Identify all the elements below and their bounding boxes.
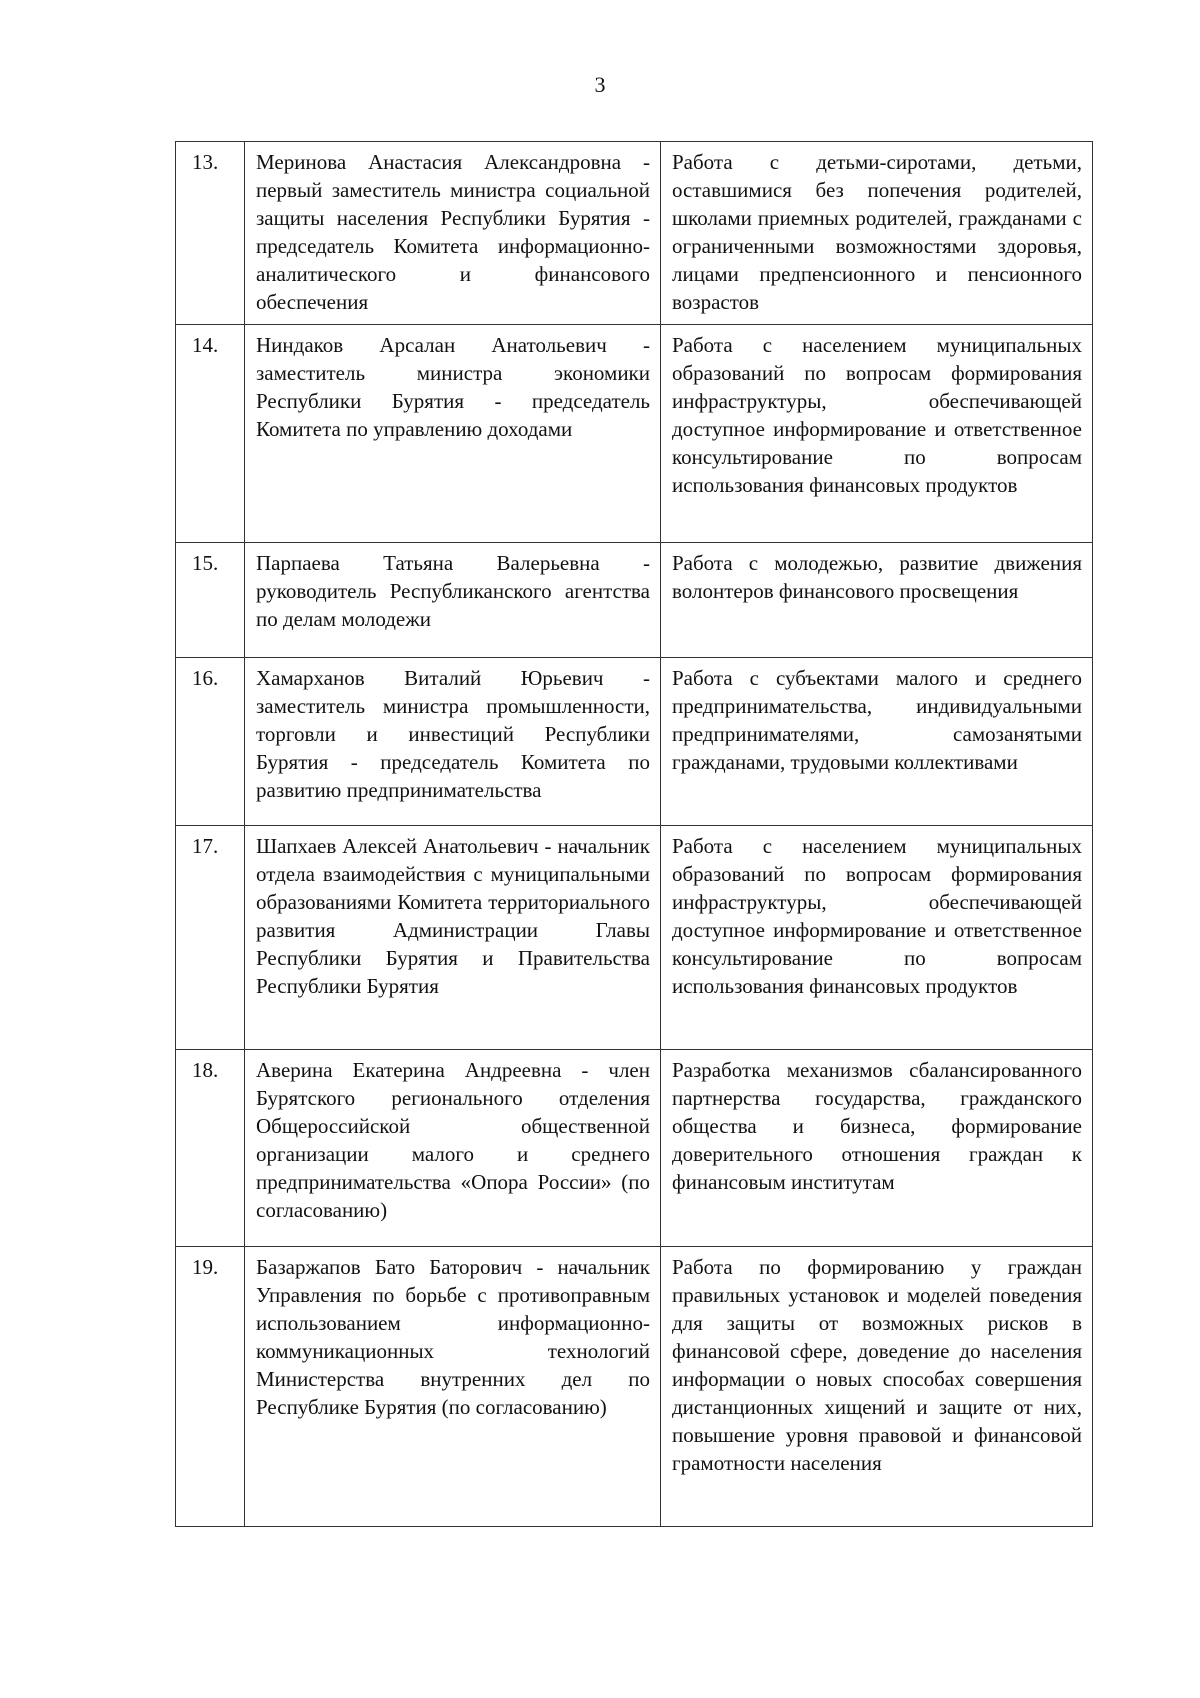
table-row <box>176 325 1093 543</box>
member-description: Хамарханов Виталий Юрьевич - заместитель министра промышленности, торговли и инвестиций Республики Бурятия - председатель Комитета по развитию предпринимательства <box>245 658 661 826</box>
row-number: 16. <box>176 658 245 826</box>
member-description: Аверина Екатерина Андреевна - член Бурятского регионального отделения Общероссийской общественной организации малого и среднего предпринимательства «Опора России» (по согласованию) <box>245 1050 661 1247</box>
table-row <box>176 1050 1093 1247</box>
member-description: Шапхаев Алексей Анатольевич - начальник отдела взаимодействия с муниципальными образованиями Комитета территориального развития Администрации Главы Республики Бурятия и Правительства Республики Бурятия <box>245 826 661 1050</box>
row-number: 19. <box>176 1247 245 1527</box>
work-area: Разработка механизмов сбалансированного партнерства государства, гражданского общества и бизнеса, формирование доверительного отношения граждан к финансовым институтам <box>661 1050 1093 1247</box>
table-row <box>176 826 1093 1050</box>
member-description: Меринова Анастасия Александровна - первый заместитель министра социальной защиты населения Республики Бурятия - председатель Комитета информационно-аналитического и финансового обеспечения <box>245 142 661 325</box>
members-table <box>175 141 1093 1527</box>
member-description: Базаржапов Бато Баторович - начальник Управления по борьбе с противоправным использованием информационно-коммуникационных технологий Министерства внутренних дел по Республике Бурятия (по согласованию) <box>245 1247 661 1527</box>
work-area: Работа с молодежью, развитие движения волонтеров финансового просвещения <box>661 543 1093 658</box>
table-row <box>176 1247 1093 1527</box>
page-number: 3 <box>594 72 606 97</box>
work-area: Работа с субъектами малого и среднего предпринимательства, индивидуальными предпринимателями, самозанятыми гражданами, трудовыми коллективами <box>661 658 1093 826</box>
table-row <box>176 142 1093 325</box>
row-number: 14. <box>176 325 245 543</box>
member-description: Парпаева Татьяна Валерьевна - руководитель Республиканского агентства по делам молодежи <box>245 543 661 658</box>
row-number: 17. <box>176 826 245 1050</box>
member-description: Ниндаков Арсалан Анатольевич - заместитель министра экономики Республики Бурятия - председатель Комитета по управлению доходами <box>245 325 661 543</box>
row-number: 15. <box>176 543 245 658</box>
table-row <box>176 658 1093 826</box>
work-area: Работа с населением муниципальных образований по вопросам формирования инфраструктуры, обеспечивающей доступное информирование и ответственное консультирование по вопросам использования финансовых продуктов <box>661 325 1093 543</box>
row-number: 13. <box>176 142 245 325</box>
work-area: Работа с детьми-сиротами, детьми, оставшимися без попечения родителей, школами приемных родителей, гражданами с ограниченными возможностями здоровья, лицами предпенсионного и пенсионного возрастов <box>661 142 1093 325</box>
row-number: 18. <box>176 1050 245 1247</box>
work-area: Работа с населением муниципальных образований по вопросам формирования инфраструктуры, обеспечивающей доступное информирование и ответственное консультирование по вопросам использования финансовых продуктов <box>661 826 1093 1050</box>
work-area: Работа по формированию у граждан правильных установок и моделей поведения для защиты от возможных рисков в финансовой сфере, доведение до населения информации о новых способах совершения дистанционных хищений и защите от них, повышение уровня правовой и финансовой грамотности населения <box>661 1247 1093 1527</box>
table-row <box>176 543 1093 658</box>
